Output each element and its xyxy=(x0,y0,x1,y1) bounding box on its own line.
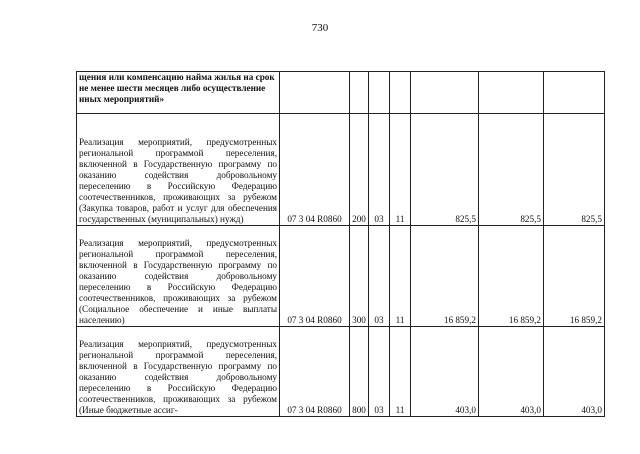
table-row xyxy=(77,327,605,417)
amount-year-2-cell: 403,0 xyxy=(479,327,544,417)
expense-type-cell: 800 xyxy=(350,327,369,417)
subsection-cell: 11 xyxy=(390,327,411,417)
amount-year-2-cell: 16 859,2 xyxy=(479,226,544,327)
amount-year-3-cell: 825,5 xyxy=(544,114,605,226)
section-cell: 03 xyxy=(369,226,390,327)
amount-year-1-cell: 825,5 xyxy=(411,114,479,226)
page-number: 730 xyxy=(311,22,329,34)
subsection-cell: 11 xyxy=(390,114,411,226)
target-code-cell: 07 3 04 R0860 xyxy=(280,114,350,226)
amount-year-1-cell: 16 859,2 xyxy=(411,226,479,327)
amount-year-3-cell xyxy=(544,72,605,114)
expense-type-cell: 200 xyxy=(350,114,369,226)
target-code-cell: 07 3 04 R0860 xyxy=(280,327,350,417)
expense-type-cell xyxy=(350,72,369,114)
table-row xyxy=(77,226,605,327)
expense-type-cell: 300 xyxy=(350,226,369,327)
section-cell: 03 xyxy=(369,114,390,226)
subsection-cell: 11 xyxy=(390,226,411,327)
amount-year-1-cell: 403,0 xyxy=(411,327,479,417)
subsection-cell xyxy=(390,72,411,114)
budget-table xyxy=(76,71,605,417)
target-code-cell xyxy=(280,72,350,114)
amount-year-1-cell xyxy=(411,72,479,114)
table-row xyxy=(77,114,605,226)
target-code-cell: 07 3 04 R0860 xyxy=(280,226,350,327)
amount-year-3-cell: 16 859,2 xyxy=(544,226,605,327)
row-name: Реализация мероприятий, предусмотренных региональной программой переселения, включенной в Государственную программу по оказанию содействия добровольному переселению в Российскую Федерацию соотечественников, проживающих за рубежом (Закупка товаров, работ и услуг для обеспечения государственных (муниципальных) нужд) xyxy=(77,114,280,226)
row-name: Реализация мероприятий, предусмотренных региональной программой переселения, включенной в Государственную программу по оказанию содействия добровольному переселению в Российскую Федерацию соотечественников, проживающих за рубежом (Социальное обеспечение и иные выплаты населению) xyxy=(77,226,280,327)
section-cell xyxy=(369,72,390,114)
amount-year-3-cell: 403,0 xyxy=(544,327,605,417)
row-name: Реализация мероприятий, предусмотренных региональной программой переселения, включенной в Государственную программу по оказанию содействия добровольному переселению в Российскую Федерацию соотечественников, проживающих за рубежом (Иные бюджетные ассиг- xyxy=(77,327,280,417)
table-row xyxy=(77,72,605,114)
amount-year-2-cell xyxy=(479,72,544,114)
amount-year-2-cell: 825,5 xyxy=(479,114,544,226)
section-cell: 03 xyxy=(369,327,390,417)
row-name: щения или компенсацию найма жилья на срок не менее шести месяцев либо осуществление иных мероприятий» xyxy=(77,72,280,114)
